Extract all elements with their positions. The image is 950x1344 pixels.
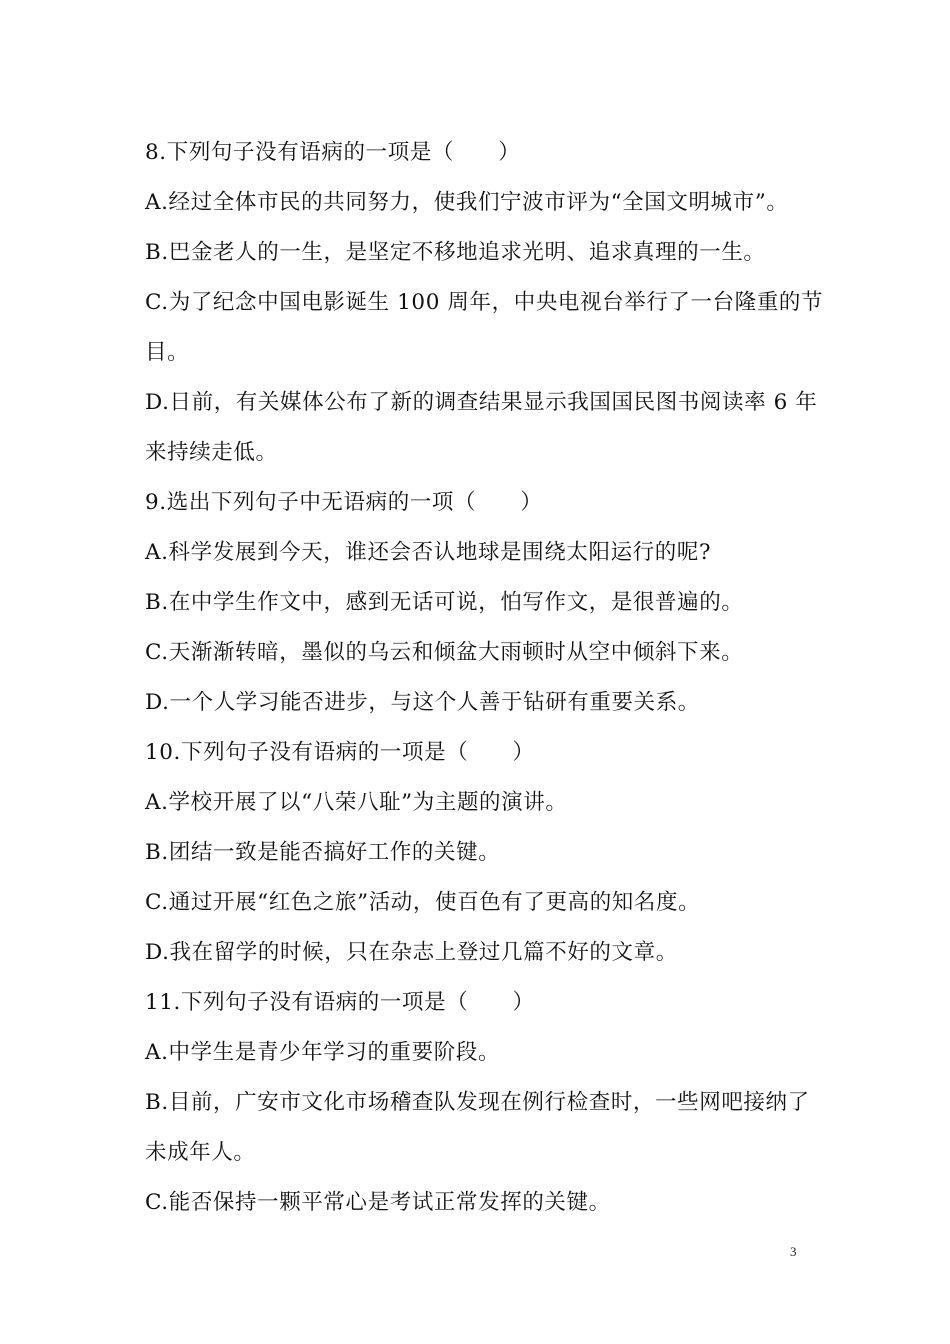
question-9-stem: 9.选出下列句子中无语病的一项（ ）	[145, 490, 543, 515]
question-8-option-d-continued: 来持续走低。	[145, 440, 278, 465]
question-11-stem: 11.下列句子没有语病的一项是（ ）	[145, 990, 535, 1015]
question-10-option-c: C.通过开展“红色之旅”活动，使百色有了更高的知名度。	[145, 890, 701, 915]
question-8-option-c: C.为了纪念中国电影诞生 100 周年，中央电视台举行了一台隆重的节	[145, 290, 824, 315]
question-9-option-b: B.在中学生作文中，感到无话可说，怕写作文，是很普遍的。	[145, 590, 744, 615]
question-9-option-a: A.科学发展到今天，谁还会否认地球是围绕太阳运行的呢?	[145, 540, 712, 565]
question-8-option-a: A.经过全体市民的共同努力，使我们宁波市评为“全国文明城市”。	[145, 190, 789, 215]
question-9-option-d: D.一个人学习能否进步，与这个人善于钻研有重要关系。	[145, 690, 700, 715]
question-8-option-b: B.巴金老人的一生，是坚定不移地追求光明、追求真理的一生。	[145, 240, 766, 265]
question-11-option-b: B.目前，广安市文化市场稽查队发现在例行检查时，一些网吧接纳了	[145, 1090, 810, 1115]
question-9-option-c: C.天渐渐转暗，墨似的乌云和倾盆大雨顿时从空中倾斜下来。	[145, 640, 744, 665]
question-8-stem: 8.下列句子没有语病的一项是（ ）	[145, 140, 521, 165]
question-11-option-a: A.中学生是青少年学习的重要阶段。	[145, 1040, 501, 1065]
question-8-option-c-continued: 目。	[145, 340, 190, 365]
question-10-stem: 10.下列句子没有语病的一项是（ ）	[145, 740, 535, 765]
question-10-option-a: A.学校开展了以“八荣八耻”为主题的演讲。	[145, 790, 568, 815]
question-8-option-d: D.日前，有关媒体公布了新的调查结果显示我国国民图书阅读率 6 年	[145, 390, 818, 415]
page-number: 3	[790, 1244, 797, 1259]
question-10-option-d: D.我在留学的时候，只在杂志上登过几篇不好的文章。	[145, 940, 678, 965]
question-11-option-b-continued: 未成年人。	[145, 1140, 256, 1165]
question-11-option-c: C.能否保持一颗平常心是考试正常发挥的关键。	[145, 1190, 611, 1215]
document-content	[145, 128, 825, 1228]
question-10-option-b: B.团结一致是能否搞好工作的关键。	[145, 840, 501, 865]
